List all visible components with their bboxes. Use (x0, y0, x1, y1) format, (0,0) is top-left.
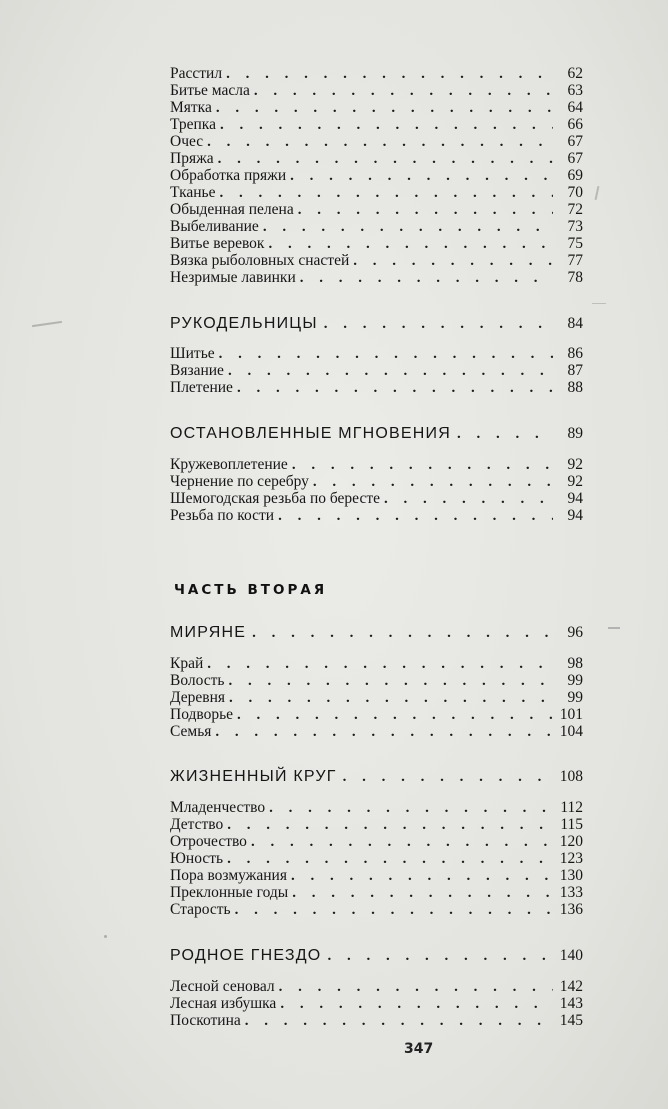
toc-group-life-cycle (170, 767, 583, 918)
dot-leader (237, 380, 553, 397)
toc-entry (170, 184, 583, 201)
entry-title: Выбеливание (170, 218, 259, 235)
scan-speck (608, 627, 620, 629)
scan-speck (595, 186, 600, 200)
section-heading (170, 946, 583, 966)
dot-leader (220, 117, 553, 134)
entry-page: 99 (567, 689, 583, 706)
dot-leader (245, 1013, 553, 1030)
entry-title: Витье веревок (170, 235, 265, 252)
entry-page: 133 (559, 884, 583, 901)
section-page: 89 (567, 425, 583, 442)
dot-leader (343, 767, 553, 787)
toc-entry (170, 799, 583, 816)
toc-entry (170, 345, 583, 362)
scan-speck (592, 303, 606, 304)
toc-entry (170, 850, 583, 867)
dot-leader (269, 800, 553, 817)
entry-page: 64 (567, 99, 583, 116)
toc-group-moments (170, 424, 583, 524)
entry-page: 98 (567, 655, 583, 672)
dot-leader (219, 346, 553, 363)
toc-entry (170, 1012, 583, 1029)
dot-leader (384, 491, 553, 508)
entry-page: 142 (559, 978, 583, 995)
entry-page: 67 (567, 150, 583, 167)
toc-entry (170, 723, 583, 740)
entry-page: 86 (567, 345, 583, 362)
dot-leader (298, 202, 553, 219)
dot-leader (228, 363, 553, 380)
dot-leader (252, 623, 553, 643)
entry-page: 92 (567, 456, 583, 473)
dot-leader (228, 673, 553, 690)
toc-entry (170, 167, 583, 184)
entry-title: Юность (170, 850, 224, 867)
entry-title: Вязка рыболовных снастей (170, 252, 350, 269)
entry-title: Семья (170, 723, 212, 740)
section-title: ОСТАНОВЛЕННЫЕ МГНОВЕНИЯ (170, 425, 451, 442)
entry-page: 143 (559, 995, 583, 1012)
dot-leader (278, 508, 553, 525)
entry-page: 136 (559, 901, 583, 918)
entry-page: 101 (559, 706, 583, 723)
entry-title: Поскотина (170, 1012, 241, 1029)
entry-title: Расстил (170, 65, 223, 82)
entry-page: 123 (559, 850, 583, 867)
entry-title: Шитье (170, 345, 215, 362)
scan-speck (32, 321, 62, 327)
toc-entry (170, 269, 583, 286)
entry-title: Битье масла (170, 82, 250, 99)
dot-leader (300, 270, 553, 287)
dot-leader (313, 474, 553, 491)
toc-entry (170, 867, 583, 884)
toc-entry (170, 672, 583, 689)
entry-page: 66 (567, 116, 583, 133)
scan-speck (104, 935, 107, 938)
entry-title: Преклонные годы (170, 884, 289, 901)
entry-page: 130 (559, 867, 583, 884)
toc-group-laymen (170, 623, 583, 740)
toc-entry (170, 99, 583, 116)
dot-leader (251, 834, 553, 851)
entry-title: Шемогодская резьба по бересте (170, 490, 380, 507)
entry-page: 70 (567, 184, 583, 201)
section-heading (170, 424, 583, 444)
entry-title: Пряжа (170, 150, 214, 167)
toc-entry (170, 706, 583, 723)
dot-leader (227, 851, 553, 868)
toc-entry (170, 252, 583, 269)
entry-page: 94 (567, 490, 583, 507)
toc-entry (170, 456, 583, 473)
toc-entry (170, 816, 583, 833)
dot-leader (290, 168, 553, 185)
entry-page: 99 (567, 672, 583, 689)
dot-leader (226, 66, 553, 83)
entry-page: 112 (560, 799, 583, 816)
toc-entry (170, 655, 583, 672)
entry-title: Обыденная пелена (170, 201, 294, 218)
dot-leader (292, 457, 553, 474)
entry-title: Обработка пряжи (170, 167, 287, 184)
toc-entry (170, 235, 583, 252)
section-page: 96 (567, 624, 583, 641)
entry-page: 75 (567, 235, 583, 252)
section-title: РУКОДЕЛЬНИЦЫ (170, 315, 318, 332)
entry-page: 104 (559, 723, 583, 740)
entry-title: Старость (170, 901, 231, 918)
entry-page: 63 (567, 82, 583, 99)
toc-entry (170, 218, 583, 235)
entry-page: 62 (567, 65, 583, 82)
entry-title: Незримые лавинки (170, 269, 296, 286)
toc-entry (170, 362, 583, 379)
dot-leader (353, 253, 553, 270)
entry-title: Трепка (170, 116, 216, 133)
dot-leader (291, 868, 553, 885)
entry-title: Лесная избушка (170, 995, 277, 1012)
section-page: 84 (567, 315, 583, 332)
dot-leader (227, 817, 553, 834)
dot-leader (220, 185, 553, 202)
toc-entry (170, 150, 583, 167)
dot-leader (207, 134, 553, 151)
entry-title: Резьба по кости (170, 507, 275, 524)
section-heading (170, 314, 583, 334)
toc-entry (170, 201, 583, 218)
dot-leader (279, 979, 553, 996)
entry-title: Край (170, 655, 204, 672)
dot-leader (215, 724, 553, 741)
entry-title: Чернение по серебру (170, 473, 309, 490)
dot-leader (216, 100, 553, 117)
entry-page: 88 (567, 379, 583, 396)
entry-page: 87 (567, 362, 583, 379)
entry-page: 72 (567, 201, 583, 218)
toc-entry (170, 65, 583, 82)
entry-title: Лесной сеновал (170, 978, 275, 995)
section-title: МИРЯНЕ (170, 624, 247, 641)
entry-page: 78 (567, 269, 583, 286)
entry-title: Кружевоплетение (170, 456, 288, 473)
dot-leader (218, 151, 553, 168)
toc-entry (170, 507, 583, 524)
dot-leader (457, 424, 553, 444)
entry-page: 69 (567, 167, 583, 184)
toc-entry (170, 689, 583, 706)
entry-title: Младенчество (170, 799, 266, 816)
toc-group-craft (170, 65, 583, 286)
section-heading (170, 623, 583, 643)
entry-page: 120 (559, 833, 583, 850)
entry-title: Деревня (170, 689, 226, 706)
toc-entry (170, 82, 583, 99)
section-heading (170, 767, 583, 787)
entry-title: Плетение (170, 379, 233, 396)
dot-leader (292, 885, 553, 902)
entry-page: 73 (567, 218, 583, 235)
entry-title: Тканье (170, 184, 216, 201)
toc-entry (170, 133, 583, 150)
entry-title: Мятка (170, 99, 212, 116)
entry-title: Волость (170, 672, 225, 689)
section-page: 108 (559, 768, 583, 785)
toc-entry (170, 884, 583, 901)
page-number: 347 (404, 1041, 434, 1057)
dot-leader (263, 219, 553, 236)
dot-leader (235, 902, 553, 919)
section-title: ЖИЗНЕННЫЙ КРУГ (170, 768, 337, 785)
section-title: РОДНОЕ ГНЕЗДО (170, 947, 322, 964)
dot-leader (268, 236, 553, 253)
dot-leader (254, 83, 553, 100)
dot-leader (237, 707, 553, 724)
section-page: 140 (559, 947, 583, 964)
toc-group-native-nest (170, 946, 583, 1029)
toc-entry (170, 978, 583, 995)
toc-entry (170, 995, 583, 1012)
entry-page: 77 (567, 252, 583, 269)
toc-entry (170, 379, 583, 396)
entry-page: 115 (560, 816, 583, 833)
dot-leader (207, 656, 553, 673)
entry-title: Подворье (170, 706, 234, 723)
entry-title: Вязание (170, 362, 224, 379)
entry-page: 92 (567, 473, 583, 490)
toc-entry (170, 901, 583, 918)
entry-page: 145 (559, 1012, 583, 1029)
part-heading: ЧАСТЬ ВТОРАЯ (174, 582, 328, 598)
dot-leader (327, 946, 553, 966)
entry-page: 94 (567, 507, 583, 524)
entry-title: Очес (170, 133, 204, 150)
entry-title: Пора возмужания (170, 867, 287, 884)
entry-title: Детство (170, 816, 224, 833)
toc-entry (170, 116, 583, 133)
toc-entry (170, 833, 583, 850)
dot-leader (280, 996, 553, 1013)
dot-leader (229, 690, 553, 707)
toc-group-needlewomen (170, 314, 583, 396)
toc-entry (170, 473, 583, 490)
toc-entry (170, 490, 583, 507)
dot-leader (324, 314, 553, 334)
entry-page: 67 (567, 133, 583, 150)
entry-title: Отрочество (170, 833, 247, 850)
